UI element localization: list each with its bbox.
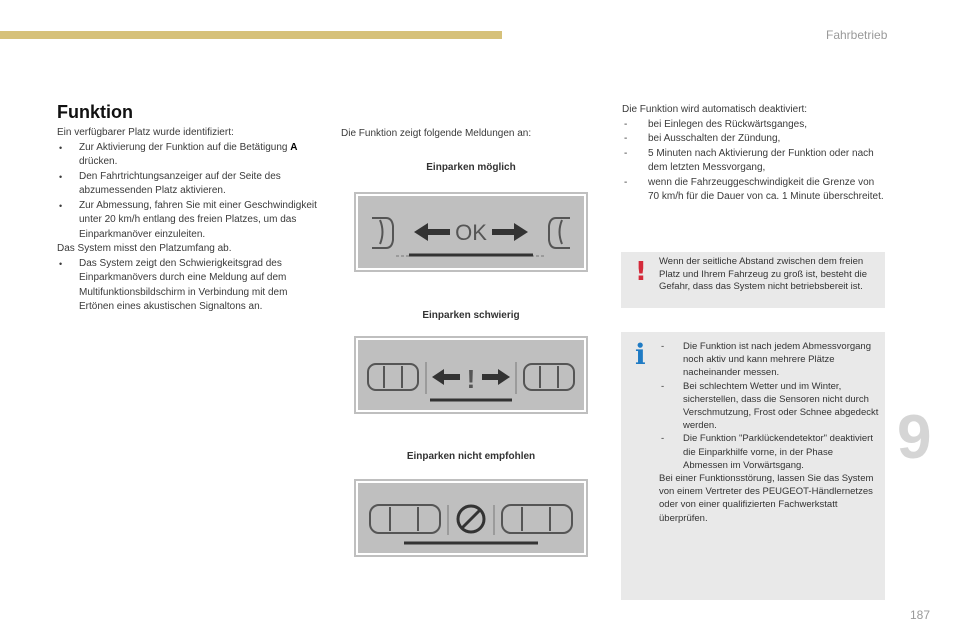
arrow-left-icon bbox=[414, 223, 450, 241]
info-box bbox=[621, 332, 885, 600]
page-number: 187 bbox=[910, 608, 931, 622]
list-item: - bei Ausschalten der Zündung, bbox=[624, 133, 781, 144]
list-item: - wenn die Fahrzeuggeschwindigkeit die Grenze von 70 km/h für die Dauer von ca. 1 Minute überschreitet. bbox=[624, 176, 884, 202]
bullet-icon: • bbox=[59, 142, 63, 153]
car-icon bbox=[502, 505, 572, 533]
messages-intro: Die Funktion zeigt folgende Meldungen an: bbox=[341, 128, 532, 139]
car-icon bbox=[524, 364, 574, 390]
list-item: - Die Funktion ist nach jedem Abmessvorgang noch aktiv und kann mehrere Plätze nacheinander messen. bbox=[661, 341, 871, 379]
step-display: • Das System zeigt den Schwierigkeitsgrad des Einparkmanövers durch eine Meldung auf dem Multifunktionsbildschirm in Verbindung mit dem Ertönen eines akustischen Signaltons an. bbox=[59, 257, 288, 312]
car-icon bbox=[372, 218, 393, 248]
deactivation-column bbox=[622, 103, 884, 205]
prohibited-icon bbox=[458, 506, 484, 532]
control-key: A bbox=[290, 141, 298, 153]
warning-icon: ! bbox=[466, 364, 476, 394]
arrow-right-icon bbox=[482, 369, 510, 385]
parking-possible-display bbox=[354, 192, 588, 272]
info-icon: i bbox=[635, 338, 646, 371]
car-icon bbox=[549, 218, 570, 248]
exclamation-icon: ! bbox=[635, 257, 647, 287]
arrow-right-icon bbox=[492, 223, 528, 241]
info-closing: Bei einer Funktionsstörung, lassen Sie das System von einem Vertreter des PEUGEOT-Händlernetzes oder von einer qualifizierten Fachwerkstatt überprüfen. bbox=[659, 473, 874, 524]
chapter-number: 9 bbox=[897, 403, 932, 472]
case-difficult-title: Einparken schwierig bbox=[422, 310, 520, 321]
parking-difficult-display bbox=[354, 336, 588, 414]
deactivation-intro: Die Funktion wird automatisch deaktiviert: bbox=[622, 104, 808, 115]
list-item: - Bei schlechtem Wetter und im Winter, sicherstellen, dass die Sensoren nicht durch Verschmutzung, Frost oder Schnee abgedeckt werden. bbox=[661, 380, 879, 432]
step-measure: • Zur Abmessung, fahren Sie mit einer Geschwindigkeit unter 20 km/h entlang des freien Platzes, um das Einparkmanöver einzuleiten. bbox=[59, 199, 317, 240]
step-activate: • Zur Aktivierung der Funktion auf die Betätigung A drücken. bbox=[59, 141, 298, 167]
car-icon bbox=[368, 364, 418, 390]
warning-text: Wenn der seitliche Abstand zwischen dem freien Platz und Ihrem Fahrzeug zu groß ist, besteht die Gefahr, dass das System nicht betriebsbereit ist. bbox=[659, 256, 868, 292]
arrow-left-icon bbox=[432, 369, 460, 385]
header-accent-bar bbox=[0, 31, 502, 39]
warning-box bbox=[621, 252, 885, 308]
measure-text: Das System misst den Platzumfang ab. bbox=[57, 243, 232, 254]
instructions-column bbox=[57, 126, 325, 315]
bullet-icon: • bbox=[59, 200, 63, 211]
list-item: - 5 Minuten nach Aktivierung der Funktion oder nach dem letzten Messvorgang, bbox=[624, 147, 874, 173]
list-item: - bei Einlegen des Rückwärtsganges, bbox=[624, 118, 807, 130]
intro-text: Ein verfügbarer Platz wurde identifiziert: bbox=[57, 127, 234, 138]
case-possible-title: Einparken möglich bbox=[426, 162, 516, 173]
case-not-recommended-title: Einparken nicht empfohlen bbox=[406, 451, 536, 462]
info-text bbox=[659, 340, 879, 525]
parking-ok-label: OK bbox=[455, 220, 487, 245]
car-icon bbox=[370, 505, 440, 533]
section-label: Fahrbetrieb bbox=[826, 28, 888, 42]
list-item: - Die Funktion "Parklückendetektor" deaktiviert die Einparkhilfe vorne, in der Phase Abmessen im Vorwärtsgang. bbox=[661, 433, 873, 471]
bullet-icon: • bbox=[59, 258, 63, 269]
step-indicator: • Den Fahrtrichtungsanzeiger auf der Seite des abzumessenden Platz aktivieren. bbox=[59, 170, 281, 196]
parking-not-recommended-display bbox=[354, 479, 588, 557]
bullet-icon: • bbox=[59, 171, 63, 182]
page-title: Funktion bbox=[57, 102, 133, 122]
